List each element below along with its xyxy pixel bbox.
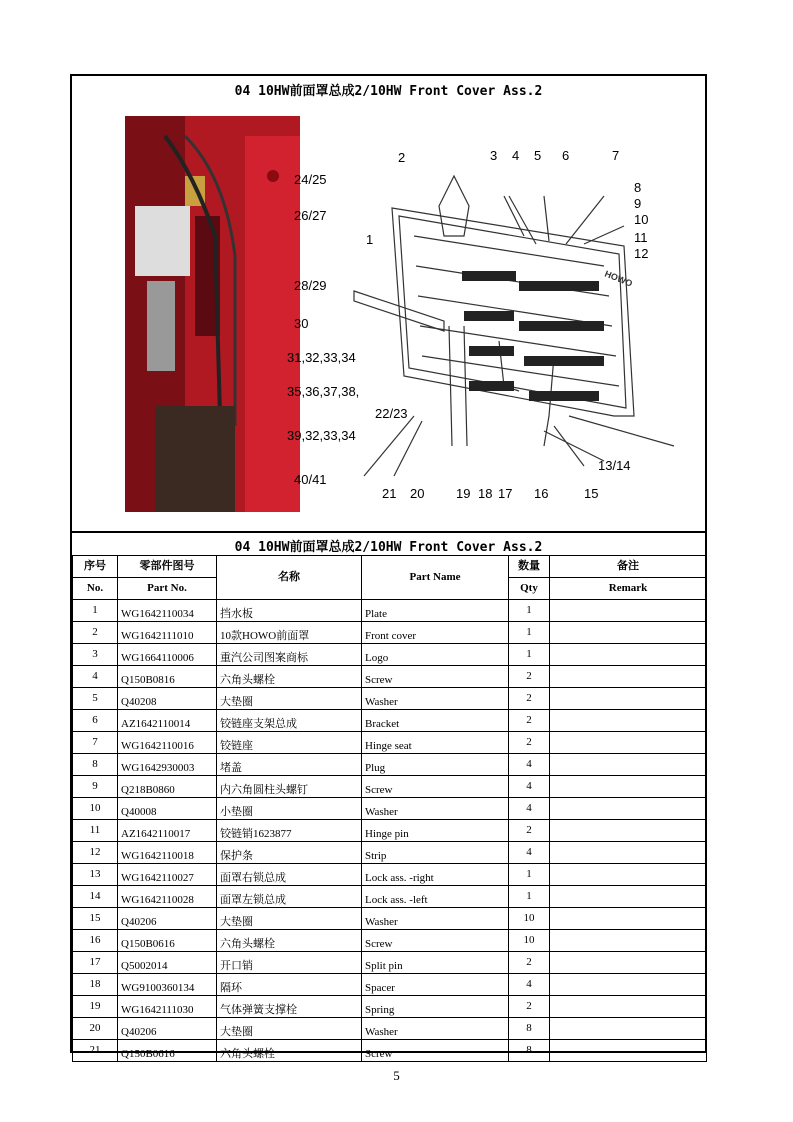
- callout-3: 3: [490, 148, 498, 163]
- table-row: [73, 952, 707, 974]
- cell-no: 5: [73, 688, 118, 710]
- cell-remark: [550, 952, 707, 974]
- cell-no: 6: [73, 710, 118, 732]
- callout-40-41: 40/41: [294, 472, 327, 487]
- cell-part-no: Q40208: [118, 688, 217, 710]
- cell-name-cn: 铰链座: [217, 732, 362, 754]
- header-name-cn: 名称: [217, 556, 362, 600]
- callout-20: 20: [410, 486, 425, 501]
- cell-name-en: Logo: [362, 644, 509, 666]
- cell-no: 13: [73, 864, 118, 886]
- cell-name-en: Washer: [362, 1018, 509, 1040]
- cell-qty: 1: [509, 864, 550, 886]
- cell-name-en: Front cover: [362, 622, 509, 644]
- callout-13-14: 13/14: [598, 458, 631, 473]
- table-row: [73, 644, 707, 666]
- cell-remark: [550, 754, 707, 776]
- callout-28-29: 28/29: [294, 278, 327, 293]
- callout-9: 9: [634, 196, 642, 211]
- cell-remark: [550, 1018, 707, 1040]
- cell-remark: [550, 842, 707, 864]
- cell-part-no: AZ1642110014: [118, 710, 217, 732]
- callout-18: 18: [478, 486, 493, 501]
- cell-name-en: Washer: [362, 688, 509, 710]
- cell-remark: [550, 1040, 707, 1062]
- cell-name-cn: 六角头螺栓: [217, 1040, 362, 1062]
- table-row: [73, 754, 707, 776]
- cell-name-cn: 开口销: [217, 952, 362, 974]
- cell-no: 1: [73, 600, 118, 622]
- cell-part-no: Q40008: [118, 798, 217, 820]
- cell-name-cn: 保护条: [217, 842, 362, 864]
- cell-name-cn: 六角头螺栓: [217, 930, 362, 952]
- cell-no: 9: [73, 776, 118, 798]
- callout-30: 30: [294, 316, 309, 331]
- callout-6: 6: [562, 148, 570, 163]
- cell-name-cn: 10款HOWO前面罩: [217, 622, 362, 644]
- cell-name-en: Hinge seat: [362, 732, 509, 754]
- cell-no: 10: [73, 798, 118, 820]
- cell-remark: [550, 886, 707, 908]
- cell-name-en: Lock ass. -left: [362, 886, 509, 908]
- table-row: [73, 930, 707, 952]
- table-row: [73, 666, 707, 688]
- cell-name-en: Plug: [362, 754, 509, 776]
- cell-name-cn: 重汽公司图案商标: [217, 644, 362, 666]
- callout-10: 10: [634, 212, 649, 227]
- cell-name-en: Washer: [362, 798, 509, 820]
- grille-diagram: [304, 116, 704, 516]
- table-row: [73, 622, 707, 644]
- cell-part-no: WG1664110006: [118, 644, 217, 666]
- cell-part-no: Q218B0860: [118, 776, 217, 798]
- header-part-en: Part No.: [118, 578, 217, 600]
- cell-remark: [550, 996, 707, 1018]
- callout-22-23: 22/23: [375, 406, 408, 421]
- cell-qty: 8: [509, 1040, 550, 1062]
- cell-no: 19: [73, 996, 118, 1018]
- callout-12: 12: [634, 246, 649, 261]
- cell-no: 21: [73, 1040, 118, 1062]
- cell-no: 8: [73, 754, 118, 776]
- callout-4: 4: [512, 148, 520, 163]
- cell-name-cn: 铰链座支架总成: [217, 710, 362, 732]
- table-row: [73, 996, 707, 1018]
- header-qty-en: Qty: [509, 578, 550, 600]
- table-row: [73, 688, 707, 710]
- table-row: [73, 974, 707, 996]
- cell-qty: 2: [509, 688, 550, 710]
- cell-name-cn: 六角头螺栓: [217, 666, 362, 688]
- table-row: [73, 864, 707, 886]
- callout-17: 17: [498, 486, 513, 501]
- table-row: [73, 886, 707, 908]
- cell-part-no: WG1642111030: [118, 996, 217, 1018]
- cell-name-en: Bracket: [362, 710, 509, 732]
- cell-part-no: Q150B0616: [118, 930, 217, 952]
- callout-35-38: 35,36,37,38,: [287, 384, 360, 399]
- table-row: [73, 1018, 707, 1040]
- cell-no: 11: [73, 820, 118, 842]
- howo-logo-text: HOWO: [603, 268, 634, 289]
- header-part-cn: 零部件图号: [118, 556, 217, 578]
- cell-name-cn: 挡水板: [217, 600, 362, 622]
- cell-name-en: Screw: [362, 666, 509, 688]
- cell-part-no: Q150B0816: [118, 666, 217, 688]
- table-row: [73, 776, 707, 798]
- cell-remark: [550, 600, 707, 622]
- header-remark-cn: 备注: [550, 556, 707, 578]
- cell-remark: [550, 666, 707, 688]
- cell-remark: [550, 688, 707, 710]
- cell-qty: 4: [509, 798, 550, 820]
- cell-name-en: Spacer: [362, 974, 509, 996]
- cell-qty: 10: [509, 908, 550, 930]
- callout-24-25: 24/25: [294, 172, 327, 187]
- parts-table: [72, 555, 707, 1062]
- cell-name-en: Plate: [362, 600, 509, 622]
- cell-qty: 2: [509, 666, 550, 688]
- cell-no: 2: [73, 622, 118, 644]
- cell-qty: 8: [509, 1018, 550, 1040]
- cell-part-no: WG1642110027: [118, 864, 217, 886]
- table-row: [73, 908, 707, 930]
- cell-no: 12: [73, 842, 118, 864]
- cell-part-no: Q150B0616: [118, 1040, 217, 1062]
- cell-remark: [550, 820, 707, 842]
- cell-name-cn: 内六角圆柱头螺钉: [217, 776, 362, 798]
- callout-16: 16: [534, 486, 549, 501]
- cell-qty: 2: [509, 820, 550, 842]
- callout-15: 15: [584, 486, 599, 501]
- table-row: [73, 820, 707, 842]
- cell-name-en: Strip: [362, 842, 509, 864]
- cell-remark: [550, 776, 707, 798]
- header-qty-cn: 数量: [509, 556, 550, 578]
- cell-remark: [550, 622, 707, 644]
- cell-name-en: Screw: [362, 776, 509, 798]
- callout-31-34: 31,32,33,34: [287, 350, 356, 365]
- cell-qty: 2: [509, 952, 550, 974]
- table-row: [73, 1040, 707, 1062]
- table-row: [73, 798, 707, 820]
- cell-part-no: Q5002014: [118, 952, 217, 974]
- callout-39-34: 39,32,33,34: [287, 428, 356, 443]
- cell-name-cn: 堵盖: [217, 754, 362, 776]
- cell-qty: 2: [509, 996, 550, 1018]
- cell-name-cn: 面罩右锁总成: [217, 864, 362, 886]
- callout-26-27: 26/27: [294, 208, 327, 223]
- cell-qty: 10: [509, 930, 550, 952]
- cell-name-en: Screw: [362, 930, 509, 952]
- page-number: 5: [393, 1068, 400, 1083]
- table-row: [73, 732, 707, 754]
- cell-remark: [550, 930, 707, 952]
- callout-21: 21: [382, 486, 397, 501]
- cell-qty: 4: [509, 974, 550, 996]
- cell-name-en: Washer: [362, 908, 509, 930]
- cell-part-no: WG1642110028: [118, 886, 217, 908]
- cell-qty: 1: [509, 600, 550, 622]
- cell-name-en: Spring: [362, 996, 509, 1018]
- header-no-en: No.: [73, 578, 118, 600]
- cell-no: 15: [73, 908, 118, 930]
- cell-name-cn: 铰链销1623877: [217, 820, 362, 842]
- cell-part-no: WG1642110016: [118, 732, 217, 754]
- cell-qty: 2: [509, 732, 550, 754]
- cell-part-no: Q40206: [118, 1018, 217, 1040]
- figure-title: 04 10HW前面罩总成2/10HW Front Cover Ass.2: [234, 84, 543, 99]
- cell-qty: 4: [509, 842, 550, 864]
- cell-name-cn: 气体弹簧支撑栓: [217, 996, 362, 1018]
- cell-name-cn: 大垫圈: [217, 908, 362, 930]
- cell-remark: [550, 798, 707, 820]
- table-title: 04 10HW前面罩总成2/10HW Front Cover Ass.2: [234, 540, 543, 555]
- cell-qty: 1: [509, 644, 550, 666]
- section-divider: [72, 531, 705, 533]
- cell-name-cn: 大垫圈: [217, 688, 362, 710]
- callout-1: 1: [366, 232, 374, 247]
- cell-no: 18: [73, 974, 118, 996]
- cell-remark: [550, 710, 707, 732]
- table-row: [73, 710, 707, 732]
- cell-name-en: Hinge pin: [362, 820, 509, 842]
- cell-part-no: Q40206: [118, 908, 217, 930]
- table-row: [73, 842, 707, 864]
- callout-19: 19: [456, 486, 471, 501]
- cell-qty: 1: [509, 622, 550, 644]
- cell-qty: 4: [509, 776, 550, 798]
- callout-7: 7: [612, 148, 620, 163]
- cell-part-no: WG1642110018: [118, 842, 217, 864]
- header-name-en: Part Name: [362, 556, 509, 600]
- cell-no: 14: [73, 886, 118, 908]
- cell-remark: [550, 908, 707, 930]
- cell-no: 4: [73, 666, 118, 688]
- cell-no: 3: [73, 644, 118, 666]
- truck-photo: [125, 116, 300, 512]
- cell-no: 7: [73, 732, 118, 754]
- header-remark-en: Remark: [550, 578, 707, 600]
- parts-table-body: [73, 600, 707, 1062]
- cell-remark: [550, 864, 707, 886]
- cell-part-no: WG1642110034: [118, 600, 217, 622]
- cell-no: 20: [73, 1018, 118, 1040]
- cell-qty: 1: [509, 886, 550, 908]
- cell-name-cn: 面罩左锁总成: [217, 886, 362, 908]
- cell-name-cn: 大垫圈: [217, 1018, 362, 1040]
- cell-part-no: WG1642111010: [118, 622, 217, 644]
- cell-name-en: Screw: [362, 1040, 509, 1062]
- callout-8: 8: [634, 180, 642, 195]
- cell-remark: [550, 974, 707, 996]
- cell-qty: 2: [509, 710, 550, 732]
- callout-5: 5: [534, 148, 542, 163]
- callout-2: 2: [398, 150, 406, 165]
- cell-qty: 4: [509, 754, 550, 776]
- cell-name-en: Split pin: [362, 952, 509, 974]
- cell-no: 17: [73, 952, 118, 974]
- cell-remark: [550, 732, 707, 754]
- cell-part-no: WG9100360134: [118, 974, 217, 996]
- table-row: [73, 600, 707, 622]
- cell-name-en: Lock ass. -right: [362, 864, 509, 886]
- cell-name-cn: 小垫圈: [217, 798, 362, 820]
- cell-name-cn: 隔环: [217, 974, 362, 996]
- page-frame: [70, 74, 707, 1060]
- cell-remark: [550, 644, 707, 666]
- cell-part-no: AZ1642110017: [118, 820, 217, 842]
- cell-part-no: WG1642930003: [118, 754, 217, 776]
- header-no-cn: 序号: [73, 556, 118, 578]
- callout-11: 11: [634, 230, 648, 245]
- cell-no: 16: [73, 930, 118, 952]
